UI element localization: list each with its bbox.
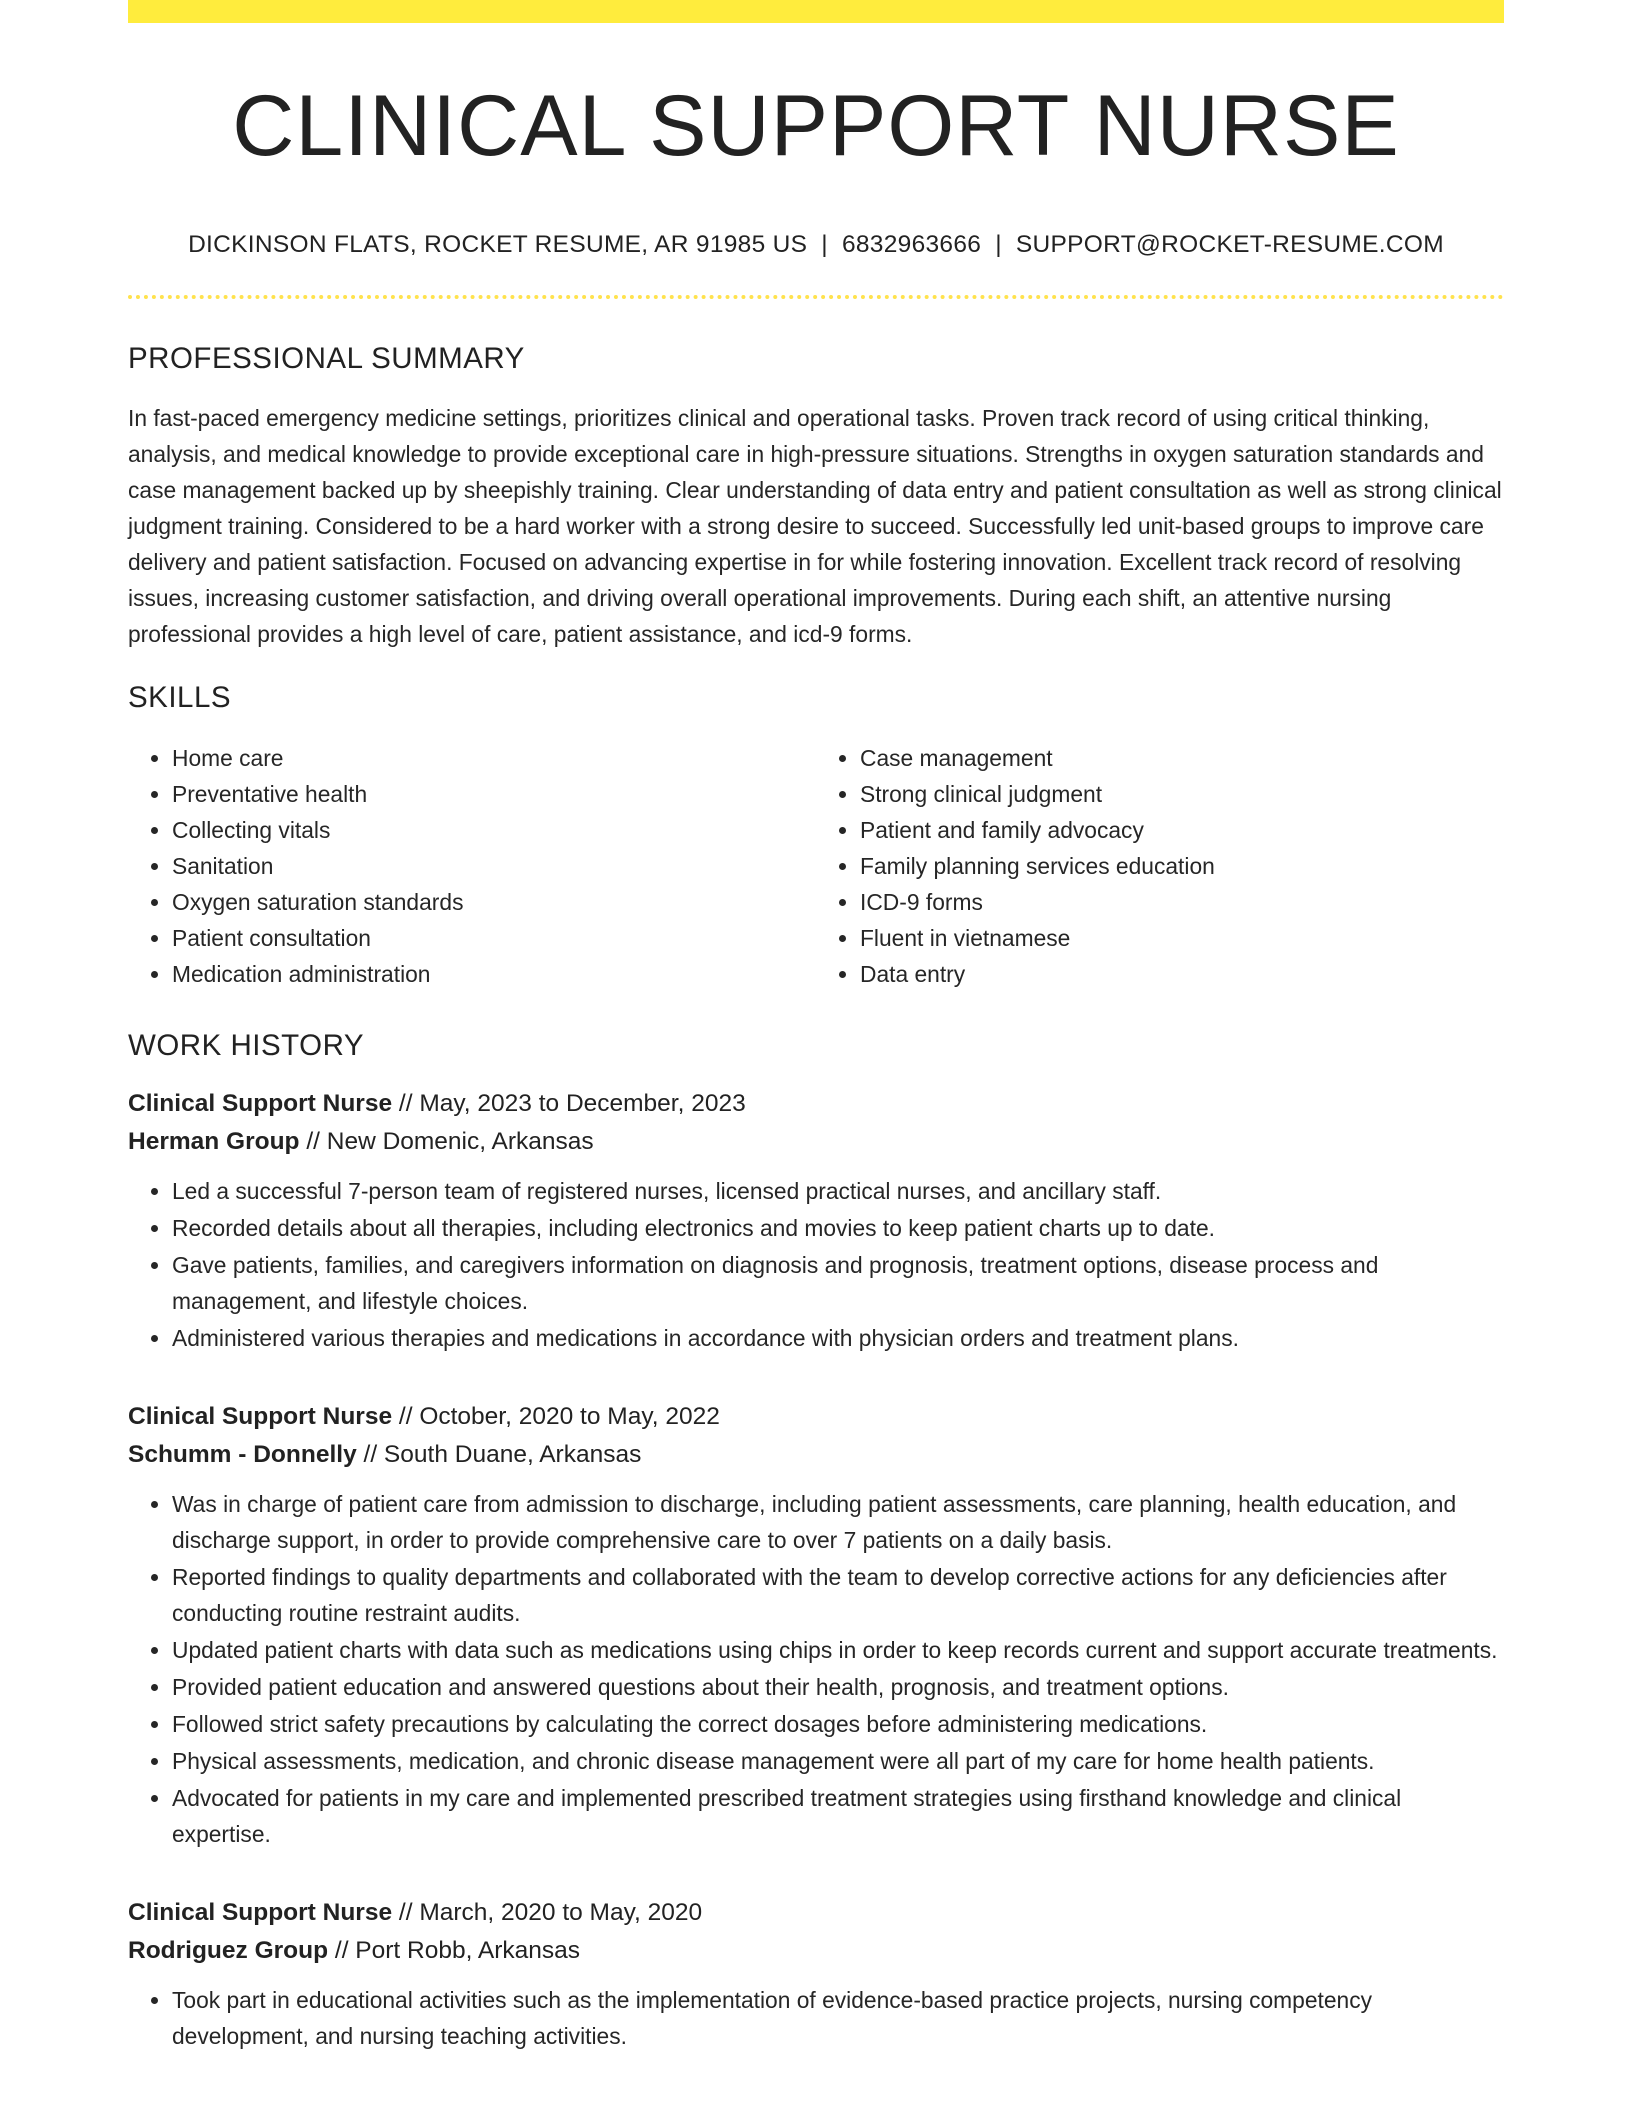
job-bullet: • Advocated for patients in my care and implemented prescribed treatment strategies using firsthand knowledge and clinical expertise. bbox=[172, 1780, 1504, 1852]
skill-item: • Patient and family advocacy bbox=[860, 812, 1504, 848]
skills-left-column bbox=[128, 740, 816, 992]
job-company: Rodriguez Group bbox=[128, 1937, 329, 1965]
job-bullet: • Administered various therapies and medications in accordance with physician orders and treatment plans. bbox=[172, 1320, 1504, 1356]
skill-item: • Collecting vitals bbox=[172, 812, 816, 848]
job-bullet: • Reported findings to quality departments and collaborated with the team to develop corrective actions for any deficiencies after conducting routine restraint audits. bbox=[172, 1559, 1504, 1631]
job-role: Clinical Support Nurse bbox=[128, 1403, 393, 1431]
skill-item: • Fluent in vietnamese bbox=[860, 920, 1504, 956]
job-bullets bbox=[128, 1982, 1504, 2054]
resume-page bbox=[128, 0, 1504, 2055]
skills-right-column bbox=[816, 740, 1504, 992]
contact-line bbox=[128, 231, 1504, 259]
job-dates: // October, 2020 to May, 2022 bbox=[392, 1403, 720, 1431]
skill-item: • Family planning services education bbox=[860, 848, 1504, 884]
job-role: Clinical Support Nurse bbox=[128, 1090, 393, 1118]
job-bullet: • Led a successful 7-person team of registered nurses, licensed practical nurses, and ancillary staff. bbox=[172, 1173, 1504, 1209]
job-bullet: • Took part in educational activities such as the implementation of evidence-based practice projects, nursing competency development, and nursing teaching activities. bbox=[172, 1982, 1504, 2054]
job-company: Herman Group bbox=[128, 1128, 300, 1156]
accent-top-bar bbox=[128, 0, 1504, 23]
job-company-line bbox=[128, 1436, 1504, 1474]
contact-address: DICKINSON FLATS, ROCKET RESUME, AR 91985 US bbox=[188, 231, 808, 258]
job-dates: // March, 2020 to May, 2020 bbox=[392, 1899, 703, 1927]
resume-title: CLINICAL SUPPORT NURSE bbox=[232, 78, 1400, 174]
job-bullet: • Was in charge of patient care from admission to discharge, including patient assessments, care planning, health education, and discharge support, in order to provide comprehensive care to over 7 patients on a daily basis. bbox=[172, 1486, 1504, 1558]
skill-item: • Medication administration bbox=[172, 956, 816, 992]
job-company: Schumm - Donnelly bbox=[128, 1441, 357, 1469]
job-bullet: • Updated patient charts with data such as medications using chips in order to keep records current and support accurate treatments. bbox=[172, 1632, 1504, 1668]
contact-phone: 6832963666 bbox=[841, 231, 982, 258]
skill-item: • Oxygen saturation standards bbox=[172, 884, 816, 920]
skill-item: • Strong clinical judgment bbox=[860, 776, 1504, 812]
job-entry bbox=[128, 1398, 1504, 1852]
job-entry bbox=[128, 1894, 1504, 2054]
summary-heading: PROFESSIONAL SUMMARY bbox=[128, 342, 525, 375]
skills-heading: SKILLS bbox=[128, 681, 232, 715]
job-role-line bbox=[128, 1398, 1504, 1436]
contact-separator: | bbox=[995, 231, 1002, 258]
job-role: Clinical Support Nurse bbox=[128, 1899, 393, 1927]
work-history-heading: WORK HISTORY bbox=[128, 1028, 365, 1062]
job-role-line bbox=[128, 1894, 1504, 1932]
job-location: // New Domenic, Arkansas bbox=[299, 1128, 594, 1156]
skill-item: • Home care bbox=[172, 740, 816, 776]
job-role-line bbox=[128, 1085, 1504, 1123]
job-entry bbox=[128, 1085, 1504, 1356]
skill-item: • Preventative health bbox=[172, 776, 816, 812]
dotted-divider bbox=[128, 295, 1504, 299]
job-bullets bbox=[128, 1173, 1504, 1356]
job-company-line bbox=[128, 1932, 1504, 1970]
summary-text: In fast-paced emergency medicine settings, prioritizes clinical and operational tasks. Proven track record of using critical thinking, analysis, and medical knowledge to provide exceptional care in high-pressure situations. Strengths in oxygen saturation standards and case management backed up by sheepishly training. Clear understanding of data entry and patient consultation as well as strong clinical judgment training. Considered to be a hard worker with a strong desire to succeed. Successfully led unit-based groups to improve care delivery and patient satisfaction. Focused on advancing expertise in for while fostering innovation. Excellent track record of resolving issues, increasing customer satisfaction, and driving overall operational improvements. During each shift, an attentive nursing professional provides a high level of care, patient assistance, and icd-9 forms. bbox=[128, 405, 1502, 648]
job-bullets bbox=[128, 1486, 1504, 1852]
job-location: // South Duane, Arkansas bbox=[356, 1441, 642, 1469]
skill-item: • Patient consultation bbox=[172, 920, 816, 956]
job-bullet: • Recorded details about all therapies, including electronics and movies to keep patient charts up to date. bbox=[172, 1210, 1504, 1246]
skills-grid bbox=[128, 740, 1504, 992]
job-company-line bbox=[128, 1123, 1504, 1161]
skill-item: • Sanitation bbox=[172, 848, 816, 884]
skill-item: • ICD-9 forms bbox=[860, 884, 1504, 920]
skill-item: • Case management bbox=[860, 740, 1504, 776]
job-dates: // May, 2023 to December, 2023 bbox=[392, 1090, 746, 1118]
job-location: // Port Robb, Arkansas bbox=[328, 1937, 581, 1965]
contact-email: SUPPORT@ROCKET-RESUME.COM bbox=[1015, 231, 1444, 258]
job-bullet: • Followed strict safety precautions by calculating the correct dosages before administering medications. bbox=[172, 1706, 1504, 1742]
job-bullet: • Physical assessments, medication, and chronic disease management were all part of my care for home health patients. bbox=[172, 1743, 1504, 1779]
job-bullet: • Gave patients, families, and caregivers information on diagnosis and prognosis, treatment options, disease process and management, and lifestyle choices. bbox=[172, 1247, 1504, 1319]
contact-separator: | bbox=[821, 231, 828, 258]
job-bullet: • Provided patient education and answered questions about their health, prognosis, and treatment options. bbox=[172, 1669, 1504, 1705]
skill-item: • Data entry bbox=[860, 956, 1504, 992]
